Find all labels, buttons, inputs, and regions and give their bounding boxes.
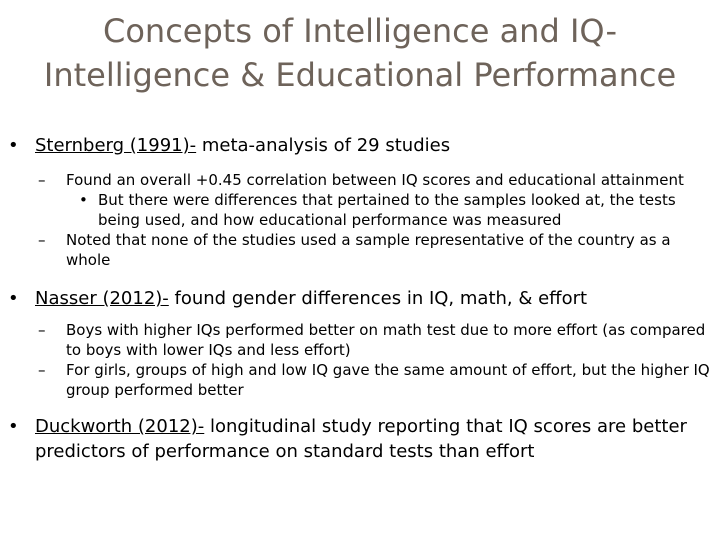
sub-bullet — [8, 360, 712, 400]
sub-sub-bullet — [8, 190, 712, 230]
dash-icon: – — [38, 171, 46, 189]
sub-bullet — [8, 320, 712, 360]
bullet-nasser — [8, 286, 712, 311]
sub-bullet-text: For girls, groups of high and low IQ gave the same amount of effort, but the higher IQ group performed better — [66, 361, 710, 399]
citation-nasser: Nasser (2012)- — [35, 288, 169, 309]
bullet-duckworth — [8, 414, 712, 464]
dash-icon: – — [38, 361, 46, 379]
citation-duckworth: Duckworth (2012)- — [35, 416, 205, 437]
bullet-icon: • — [79, 191, 88, 209]
slide-body — [8, 133, 712, 464]
sub-bullet — [8, 230, 712, 270]
bullet-text: longitudinal study reporting that IQ scores are better predictors of performance on standard tests than effort — [35, 416, 687, 462]
sub-bullet-text: Boys with higher IQs performed better on math test due to more effort (as compared to boys with lower IQs and less effort) — [66, 321, 706, 359]
slide-title — [20, 9, 700, 97]
bullet-icon: • — [8, 416, 19, 437]
sub-bullet — [8, 170, 712, 190]
sub-sub-bullet-text: But there were differences that pertained to the samples looked at, the tests being used, and how educational performance was measured — [98, 191, 676, 229]
dash-icon: – — [38, 321, 46, 339]
title-line-2: Intelligence & Educational Performance — [43, 56, 677, 94]
bullet-sternberg — [8, 133, 712, 158]
bullet-text: meta-analysis of 29 studies — [196, 135, 451, 156]
bullet-text: found gender differences in IQ, math, & effort — [168, 288, 588, 309]
sub-bullet-text: Found an overall +0.45 correlation between IQ scores and educational attainment — [66, 171, 684, 189]
sub-bullet-text: Noted that none of the studies used a sample representative of the country as a whole — [66, 231, 671, 269]
bullet-icon: • — [8, 288, 19, 309]
title-line-1: Concepts of Intelligence and IQ- — [103, 12, 617, 50]
dash-icon: – — [38, 231, 46, 249]
bullet-icon: • — [8, 135, 19, 156]
citation-sternberg: Sternberg (1991)- — [35, 135, 197, 156]
